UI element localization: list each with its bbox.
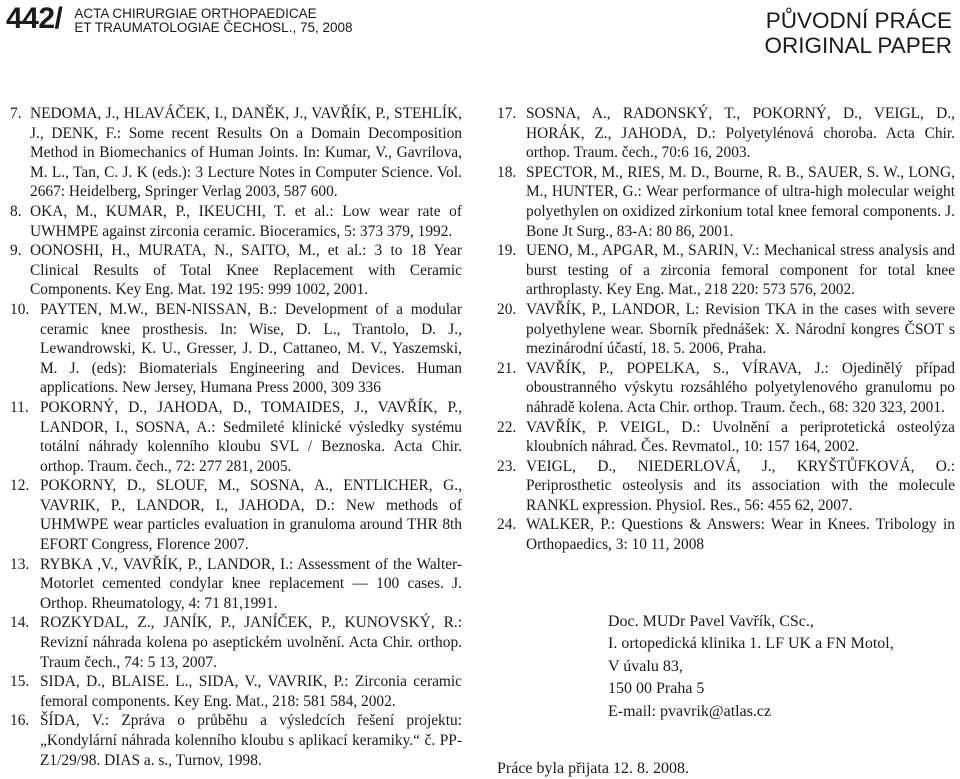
journal-line-1: ACTA CHIRURGIAE ORTHOPAEDICAE (74, 6, 317, 21)
reference-text: WALKER, P.: Questions & Answers: Wear in Knees. Tribology in Orthopaedics, 3: 10 11, 2008 (526, 516, 955, 554)
reference-number: 16. (10, 712, 30, 730)
reference-text: VAVŘÍK, P., POPELKA, S., VÍRAVA, J.: Ojedinělý případ oboustranného výskytu rozsáhlého polyetylenového granulomu po náhradě kolena. Acta Chir. orthop. Traum. čech., 68: 320 323, 2001. (526, 359, 955, 416)
reference-item (497, 359, 955, 418)
references-left-column (10, 104, 462, 770)
reference-text: OONOSHI, H., MURATA, N., SAITO, M., et al.: 3 to 18 Year Clinical Results of Total Knee Replacement with Ceramic Components. Key Eng. Mat. 192 195: 999 1002, 2001. (30, 242, 462, 299)
reference-number: 24. (497, 516, 517, 534)
reference-text: SOSNA, A., RADONSKÝ, T., POKORNÝ, D., VEIGL, D., HORÁK, Z., JAHODA, D.: Polyetylénová choroba. Acta Chir. orthop. Traum. čech., 70:6 16, 2003. (526, 105, 955, 162)
reference-number: 12. (10, 477, 30, 495)
reference-number: 18. (497, 163, 517, 181)
reference-item (497, 457, 955, 516)
reference-item (497, 104, 955, 163)
reference-item (497, 515, 955, 554)
author-department: I. ortopedická klinika 1. LF UK a FN Motol, (608, 635, 894, 653)
reference-number: 9. (10, 242, 22, 260)
reference-text: NEDOMA, J., HLAVÁČEK, I., DANĚK, J., VAVŘÍK, P., STEHLÍK, J., DENK, F.: Some recent Results On a Domain Decomposition Method in Biomechanics of Human Joints. In: Kumar, V., Gavrilova, M. L., Tan, C. J. K (eds.): 3 Lecture Notes in Computer Science. Vol. 2667: Heidelberg, Springer Verlag 2003, 587 600. (30, 105, 462, 201)
journal-name (74, 7, 352, 35)
reference-text: RYBKA ,V., VAVŘÍK, P., LANDOR, I.: Assessment of the Walter-Motorlet cemented condylar knee replacement — 100 cases. J. Orthop. Rheumatology, 4: 71 81,1991. (40, 555, 462, 612)
reference-text: VEIGL, D., NIEDERLOVÁ, J., KRYŠTŮFKOVÁ, O.: Periprosthetic osteolysis and its association with the molecule RANKL expression. Physiol. Res., 56: 455 62, 2007. (526, 457, 955, 514)
reference-text: UENO, M., APGAR, M., SARIN, V.: Mechanical stress analysis and burst testing of a zirconia femoral component for total knee arthroplasty. Key Eng. Mat., 218 220: 573 576, 2002. (526, 242, 955, 299)
reference-text: OKA, M., KUMAR, P., IKEUCHI, T. et al.: Low wear rate of UWHMPE against zirconia ceramic. Bioceramics, 5: 373 379, 1992. (30, 202, 462, 240)
reference-text: ŠÍDA, V.: Zpráva o průběhu a výsledcích řešení projektu: „Kondylární náhrada kolenního kloubu s aplikací keramiky.“ č. PP-Z1/29/98. DIAS a. s., Turnov, 1998. (40, 712, 462, 769)
author-street: V úvalu 83, (608, 657, 683, 675)
reference-item (10, 398, 462, 476)
page-number: 442/ (6, 2, 63, 35)
reference-item (497, 163, 955, 241)
reference-number: 19. (497, 242, 517, 260)
author-city: 150 00 Praha 5 (608, 680, 705, 698)
reference-number: 23. (497, 457, 517, 475)
reference-number: 13. (10, 555, 30, 573)
reference-item (10, 202, 462, 241)
reference-number: 8. (10, 202, 22, 220)
author-email: E-mail: pvavrik@atlas.cz (608, 702, 772, 720)
reference-number: 7. (10, 105, 22, 122)
reference-text: VAVŘÍK, P. VEIGL, D.: Uvolnění a periprotetická osteolýza kloubních náhrad. Čes. Revmatol., 10: 157 164, 2002. (526, 418, 955, 456)
reference-number: 11. (10, 398, 29, 416)
section-label-cz: PŮVODNÍ PRÁCE (765, 8, 952, 33)
journal-line-2: ET TRAUMATOLOGIAE ČECHOSL., 75, 2008 (74, 20, 353, 35)
reference-item (497, 241, 955, 300)
reference-number: 20. (497, 300, 517, 318)
author-name: Doc. MUDr Pavel Vavřík, CSc., (608, 613, 814, 630)
reference-item (10, 613, 462, 672)
reference-item (10, 300, 462, 398)
accepted-date: Práce byla přijata 12. 8. 2008. (497, 760, 689, 777)
reference-item (497, 300, 955, 359)
reference-number: 22. (497, 418, 517, 436)
reference-text: SIDA, D., BLAISE. L., SIDA, V., VAVRIK, P.: Zirconia ceramic femoral components. Key Eng. Mat., 218: 581 584, 2002. (40, 673, 462, 710)
reference-number: 14. (10, 614, 30, 632)
section-label-en: ORIGINAL PAPER (764, 33, 952, 58)
references-right-column (497, 104, 955, 555)
reference-item (10, 672, 462, 711)
reference-item (497, 418, 955, 457)
reference-number: 17. (497, 105, 517, 122)
page-header-left (6, 2, 353, 36)
reference-text: VAVŘÍK, P., LANDOR, L: Revision TKA in the cases with severe polyethylene wear. Sborník přednášek: X. Národní kongres ČSOT s mezinárodní účastí, 18. 5. 2006, Praha. (526, 300, 955, 358)
reference-text: POKORNY, D., SLOUF, M., SOSNA, A., ENTLICHER, G., VAVRIK, P., LANDOR, I., JAHODA, D.: New methods of UHMWPE wear particles evaluation in granuloma around THR 8th EFORT Congress, Florence 2007. (40, 477, 462, 554)
author-address (608, 611, 894, 723)
section-label (764, 8, 952, 58)
reference-item (10, 711, 462, 770)
reference-number: 21. (497, 359, 517, 377)
reference-text: SPECTOR, M., RIES, M. D., Bourne, R. B., SAUER, S. W., LONG, M., HUNTER, G.: Wear performance of ultra-high molecular weight polyethylen on oxidized zirkonium total knee femoral components. J. Bone Jt Surg., 83-A: 80 86, 2001. (526, 163, 955, 240)
reference-number: 15. (10, 673, 30, 691)
reference-text: POKORNÝ, D., JAHODA, D., TOMAIDES, J., VAVŘÍK, P., LANDOR, I., SOSNA, A.: Sedmileté klinické výsledky systému totální náhrady kolenního kloubu SVL / Beznoska. Acta Chir. orthop. Traum. čech., 72: 277 281, 2005. (40, 398, 462, 475)
reference-item (10, 241, 462, 300)
reference-text: PAYTEN, M.W., BEN-NISSAN, B.: Development of a modular ceramic knee prosthesis. In: Wise, D. L., Trantolo, D. J., Lewandrowski, K. U., Gresser, J. D., Cattaneo, M. V., Yaszemski, M. J. (eds): Biomaterials Engineering and Devices. Human applications. New Jersey, Humana Press 2000, 309 336 (40, 300, 462, 397)
reference-text: ROZKYDAL, Z., JANÍK, P., JANÍČEK, P., KUNOVSKÝ, R.: Revizní náhrada kolena po aseptickém uvolnění. Acta Chir. orthop. Traum čech., 74: 5 13, 2007. (40, 614, 462, 671)
reference-item (10, 104, 462, 202)
reference-item (10, 555, 462, 614)
reference-item (10, 476, 462, 554)
reference-number: 10. (10, 300, 30, 318)
